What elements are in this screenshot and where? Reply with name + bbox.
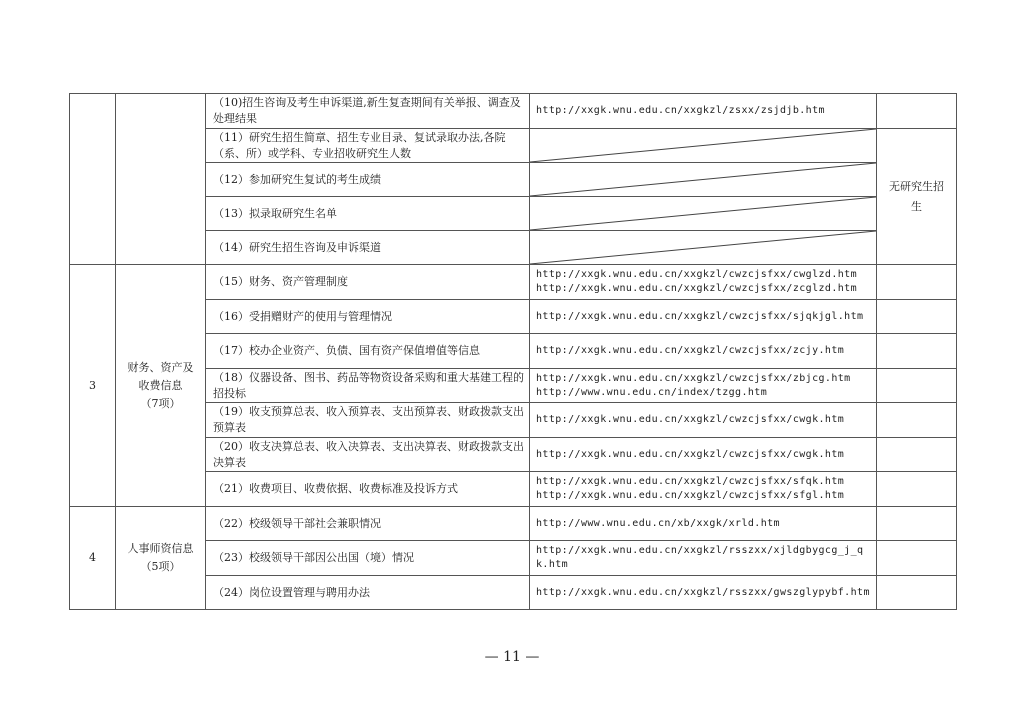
url-cell	[530, 472, 877, 507]
url-link[interactable]: http://xxgk.wnu.edu.cn/xxgkzl/cwzcjsfxx/zbjcg.htm	[536, 372, 851, 384]
section-category: 财务、资产及收费信息	[127, 360, 194, 392]
section-item-count: （7项）	[140, 396, 181, 410]
item-cell: （20）收支决算总表、收入决算表、支出决算表、财政拨款支出决算表	[206, 438, 530, 472]
url-link[interactable]: http://xxgk.wnu.edu.cn/xxgkzl/rsszxx/gwszglypybf.htm	[536, 586, 870, 598]
item-cell: （24）岗位设置管理与聘用办法	[206, 576, 530, 610]
note-cell	[877, 507, 957, 541]
note-cell	[877, 576, 957, 610]
note-cell	[877, 472, 957, 507]
table-row	[70, 94, 957, 129]
url-link[interactable]: http://xxgk.wnu.edu.cn/xxgkzl/cwzcjsfxx/cwgk.htm	[536, 414, 845, 425]
diagonal-slash	[530, 231, 876, 264]
section-number-cell	[70, 94, 116, 265]
url-link[interactable]: http://xxgk.wnu.edu.cn/xxgkzl/rsszxx/xjldgbygcg_j_qk.htm	[536, 545, 864, 570]
item-cell: （18）仪器设备、图书、药品等物资设备采购和重大基建工程的招投标	[206, 369, 530, 403]
url-link[interactable]: http://xxgk.wnu.edu.cn/xxgkzl/cwzcjsfxx/sfgl.htm	[536, 490, 845, 501]
item-cell: （19）收支预算总表、收入预算表、支出预算表、财政拨款支出预算表	[206, 403, 530, 438]
note-cell	[877, 265, 957, 300]
url-cell	[530, 541, 877, 576]
section-category: 人事师资信息	[127, 542, 194, 555]
item-cell: （16）受捐赠财产的使用与管理情况	[206, 300, 530, 334]
note-cell	[877, 403, 957, 438]
url-link[interactable]: http://xxgk.wnu.edu.cn/xxgkzl/cwzcjsfxx/zcjy.htm	[536, 345, 845, 356]
diagonal-slash	[530, 163, 876, 196]
diagonal-slash	[530, 197, 876, 230]
item-cell: （15）财务、资产管理制度	[206, 265, 530, 300]
item-cell: （12）参加研究生复试的考生成绩	[206, 163, 530, 197]
section-item-count: （5项）	[140, 560, 181, 573]
url-cell	[530, 94, 877, 129]
url-link[interactable]: http://www.wnu.edu.cn/index/tzgg.htm	[536, 386, 768, 398]
item-cell: （23）校级领导干部因公出国（境）情况	[206, 541, 530, 576]
section-category-cell	[116, 265, 206, 507]
section-category-cell	[116, 507, 206, 610]
note-cell	[877, 334, 957, 369]
url-link[interactable]: http://www.wnu.edu.cn/xb/xxgk/xrld.htm	[536, 517, 780, 529]
url-link[interactable]: http://xxgk.wnu.edu.cn/xxgkzl/cwzcjsfxx/sfqk.htm	[536, 476, 845, 487]
table-row	[70, 265, 957, 300]
url-cell	[530, 438, 877, 472]
note-cell	[877, 541, 957, 576]
url-link[interactable]: http://xxgk.wnu.edu.cn/xxgkzl/cwzcjsfxx/cwglzd.htm	[536, 269, 858, 280]
category-cell	[116, 94, 206, 265]
url-cell	[530, 576, 877, 610]
diagonal-slash	[530, 129, 876, 162]
item-cell: （22）校级领导干部社会兼职情况	[206, 507, 530, 541]
disclosure-table	[69, 93, 957, 610]
item-cell: （14）研究生招生咨询及申诉渠道	[206, 231, 530, 265]
not-applicable-cell	[530, 163, 877, 197]
url-cell	[530, 265, 877, 300]
not-applicable-cell	[530, 129, 877, 163]
url-link[interactable]: http://xxgk.wnu.edu.cn/xxgkzl/cwzcjsfxx/zcglzd.htm	[536, 283, 858, 294]
item-cell: （11）研究生招生简章、招生专业目录、复试录取办法,各院（系、所）或学科、专业招收研究生人数	[206, 129, 530, 163]
section-number: 3	[70, 265, 116, 507]
page-number: — 11 —	[484, 649, 540, 665]
section-number: 4	[70, 507, 116, 610]
url-cell	[530, 300, 877, 334]
url-link[interactable]: http://xxgk.wnu.edu.cn/xxgkzl/cwzcjsfxx/sjqkjgl.htm	[536, 310, 864, 322]
note-cell	[877, 438, 957, 472]
url-cell	[530, 334, 877, 369]
note-cell	[877, 94, 957, 129]
item-cell: （13）拟录取研究生名单	[206, 197, 530, 231]
item-cell: （10)招生咨询及考生申诉渠道,新生复查期间有关举报、调查及处理结果	[206, 94, 530, 129]
url-cell	[530, 403, 877, 438]
note-cell	[877, 369, 957, 403]
url-link[interactable]: http://xxgk.wnu.edu.cn/xxgkzl/cwzcjsfxx/cwgk.htm	[536, 448, 845, 460]
not-applicable-cell	[530, 197, 877, 231]
url-cell	[530, 369, 877, 403]
note-cell	[877, 300, 957, 334]
url-cell	[530, 507, 877, 541]
item-cell: （17）校办企业资产、负债、国有资产保值增值等信息	[206, 334, 530, 369]
table-row	[70, 507, 957, 541]
url-link[interactable]: http://xxgk.wnu.edu.cn/xxgkzl/zsxx/zsjdjb.htm	[536, 105, 825, 116]
item-cell: （21）收费项目、收费依据、收费标准及投诉方式	[206, 472, 530, 507]
not-applicable-cell	[530, 231, 877, 265]
no-graduate-note: 无研究生招生	[877, 129, 957, 265]
